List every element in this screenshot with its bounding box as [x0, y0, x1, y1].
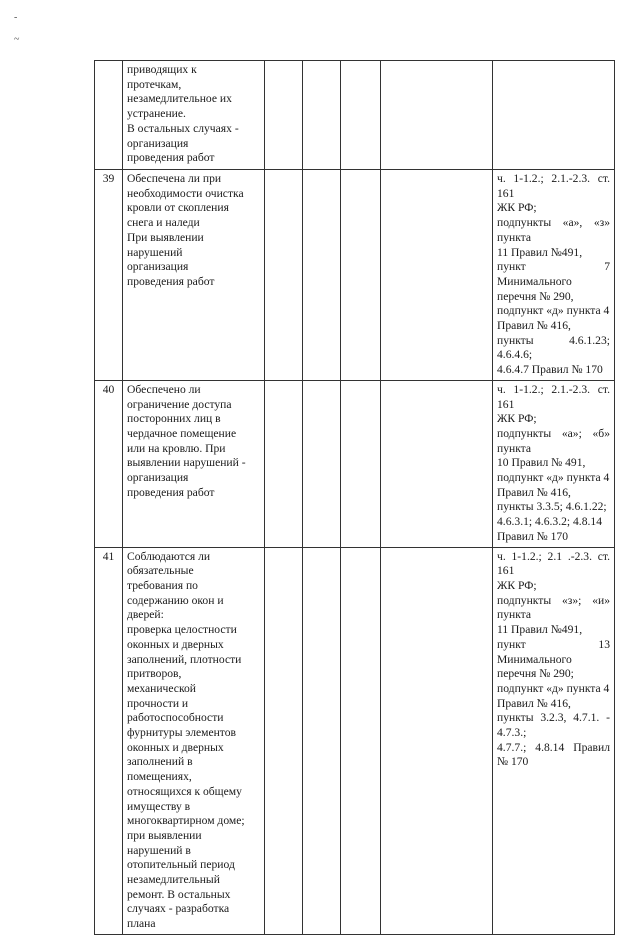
requirement-line: нарушений в: [127, 843, 191, 857]
requirement-line: организация: [127, 471, 189, 485]
requirement-line: Соблюдаются ли: [127, 549, 211, 563]
empty-cell: [341, 170, 381, 381]
reference-line: ЖК РФ;: [497, 578, 537, 592]
empty-cell: [341, 547, 381, 934]
reference-line: подпункт «д» пункта 4: [497, 681, 610, 695]
empty-cell: [303, 170, 341, 381]
requirement-line: при выявлении: [127, 828, 202, 842]
empty-cell: [265, 380, 303, 547]
empty-cell: [341, 61, 381, 170]
requirement-line: ремонт. В остальных: [127, 887, 231, 901]
requirement-line: многоквартирном доме;: [127, 814, 245, 828]
reference-line: пункт 7 Минимального: [497, 260, 610, 288]
requirement-line: посторонних лиц в: [127, 412, 221, 426]
legal-reference-cell: [493, 380, 615, 547]
legal-reference-cell: [493, 547, 615, 934]
requirement-line: проведения работ: [127, 485, 215, 499]
table-row: [95, 380, 615, 547]
requirement-line: организация: [127, 260, 189, 274]
requirement-line: проверка целостности: [127, 623, 237, 637]
requirement-line: обязательные: [127, 564, 194, 578]
requirement-line: В остальных случаях -: [127, 121, 239, 135]
requirement-line: отопительный период: [127, 858, 235, 872]
reference-line: подпункт «д» пункта 4: [497, 471, 610, 485]
table-row: [95, 170, 615, 381]
empty-cell: [381, 547, 493, 934]
empty-cell: [303, 61, 341, 170]
empty-cell: [303, 380, 341, 547]
scan-mark: ~: [14, 34, 20, 45]
requirement-line: Обеспечена ли при: [127, 172, 222, 185]
requirement-line: ограничение доступа: [127, 397, 232, 411]
reference-line: подпункты «а», «з» пункта: [497, 216, 610, 244]
reference-line: пункт 13 Минимального: [497, 637, 610, 666]
empty-cell: [381, 170, 493, 381]
empty-cell: [381, 380, 493, 547]
requirement-line: незамедлительное их: [127, 92, 232, 106]
table-row: [95, 61, 615, 170]
requirement-line: прочности и: [127, 696, 189, 710]
reference-line: Правил № 416,: [497, 319, 571, 333]
scan-mark: -: [14, 12, 18, 23]
requirement-line: нарушений: [127, 245, 183, 259]
table-row: [95, 547, 615, 934]
reference-line: перечня № 290;: [497, 667, 574, 681]
requirement-line: проведения работ: [127, 274, 215, 288]
requirement-line: протечкам,: [127, 77, 182, 91]
reference-line: 4.6.4.7 Правил № 170: [497, 363, 603, 377]
reference-line: Правил № 416,: [497, 485, 571, 499]
reference-line: 11 Правил №491,: [497, 623, 583, 637]
requirement-line: заполнений в: [127, 755, 193, 769]
empty-cell: [341, 380, 381, 547]
requirement-line: фурнитуры элементов: [127, 726, 236, 740]
requirement-line: незамедлительный: [127, 873, 220, 887]
reference-line: подпункты «з»; «и» пункта: [497, 593, 610, 622]
requirement-line: чердачное помещение: [127, 426, 237, 440]
requirement-line: относящихся к общему: [127, 784, 242, 798]
empty-cell: [381, 61, 493, 170]
requirement-line: приводящих к: [127, 63, 197, 76]
requirement-line: притворов,: [127, 667, 182, 681]
reference-line: пункты 4.6.1.23; 4.6.4.6;: [497, 333, 610, 362]
reference-line: подпункт «д» пункта 4: [497, 304, 610, 318]
legal-reference-cell: [493, 61, 615, 170]
row-number: 40: [95, 380, 123, 547]
requirement-line: устранение.: [127, 107, 186, 121]
requirement-line: дверей:: [127, 608, 164, 622]
requirement-cell: [123, 380, 265, 547]
reference-line: пункты 3.2.3, 4.7.1. - 4.7.3.;: [497, 711, 610, 740]
requirement-line: работоспособности: [127, 711, 224, 725]
row-number: [95, 61, 123, 170]
reference-line: 11 Правил №491,: [497, 245, 583, 259]
requirement-line: или на кровлю. При: [127, 441, 226, 455]
requirement-line: требования по: [127, 578, 198, 592]
requirement-line: кровли от скопления: [127, 201, 229, 215]
requirement-line: случаях - разработка: [127, 902, 230, 916]
requirement-line: проведения работ: [127, 151, 215, 165]
empty-cell: [303, 547, 341, 934]
reference-line: ч. 1-1.2.; 2.1.-2.3. ст. 161: [497, 382, 610, 411]
requirement-line: Обеспечено ли: [127, 382, 201, 396]
requirements-table: [94, 60, 615, 935]
reference-line: перечня № 290,: [497, 289, 574, 303]
requirement-line: необходимости очистка: [127, 186, 244, 200]
requirement-line: При выявлении: [127, 230, 204, 244]
requirement-line: заполнений, плотности: [127, 652, 242, 666]
reference-line: ЖК РФ;: [497, 201, 537, 215]
legal-reference-cell: [493, 170, 615, 381]
requirement-line: плана: [127, 917, 156, 931]
reference-line: 10 Правил № 491,: [497, 456, 586, 470]
requirement-line: организация: [127, 136, 189, 150]
reference-line: пункты 3.3.5; 4.6.1.22;: [497, 500, 607, 514]
row-number: 39: [95, 170, 123, 381]
requirement-line: механической: [127, 681, 196, 695]
reference-line: ЖК РФ;: [497, 412, 537, 426]
requirement-cell: [123, 170, 265, 381]
requirement-line: помещениях,: [127, 770, 192, 784]
requirement-line: имуществу в: [127, 799, 191, 813]
empty-cell: [265, 61, 303, 170]
requirement-line: оконных и дверных: [127, 637, 224, 651]
reference-line: 4.6.3.1; 4.6.3.2; 4.8.14: [497, 515, 602, 529]
row-number: 41: [95, 547, 123, 934]
empty-cell: [265, 170, 303, 381]
requirement-line: выявлении нарушений -: [127, 456, 246, 470]
reference-line: подпункты «а»; «б» пункта: [497, 426, 610, 455]
reference-line: 4.7.7.; 4.8.14 Правил № 170: [497, 740, 610, 769]
reference-line: ч. 1-1.2.; 2.1 .-2.3. ст. 161: [497, 549, 610, 578]
requirement-line: снега и наледи: [127, 216, 200, 230]
requirement-cell: [123, 547, 265, 934]
reference-line: Правил № 170: [497, 529, 569, 543]
empty-cell: [265, 547, 303, 934]
reference-line: Правил № 416,: [497, 696, 571, 710]
requirement-line: оконных и дверных: [127, 740, 224, 754]
requirement-cell: [123, 61, 265, 170]
reference-line: ч. 1-1.2.; 2.1.-2.3. ст. 161: [497, 172, 610, 200]
requirement-line: содержанию окон и: [127, 593, 224, 607]
